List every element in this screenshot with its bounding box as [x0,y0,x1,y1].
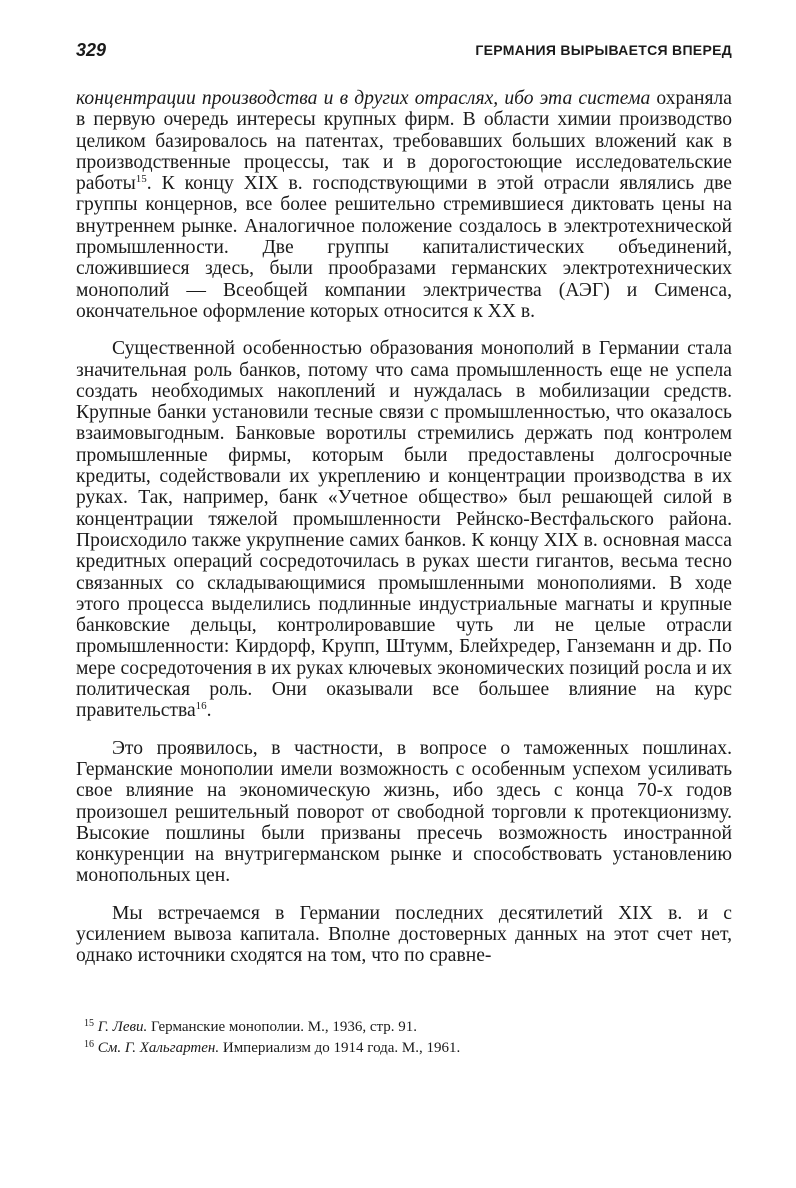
paragraph-4: Мы встречаемся в Германии последних десятилетий XIX в. и с усилением вывоза капитала. Вполне достоверных данных на этот счет нет, однако источники сходятся на том, что по сравне- [76,902,732,967]
footnote-ref-16[interactable]: 16 [195,700,207,713]
paragraph-2 [76,338,732,721]
paragraph-3: Это проявилось, в частности, в вопросе о таможенных пошлинах. Германские монополии имели возможность с особенным успехом усиливать свое влияние на экономическую жизнь, ибо здесь с конца 70-х годов произошел решительный поворот от свободной торговли к протекционизму. Высокие пошлины были призваны пресечь возможность иностранной конкуренции на внутригерманском рынке и способствовать установлению монопольных цен. [76,737,732,887]
page-number: 329 [76,40,107,60]
footnote-text: Империализм до 1914 года. М., 1961. [219,1040,461,1056]
footnotes [76,1018,732,1060]
page-header [76,38,732,62]
footnote-ref-15[interactable]: 15 [135,173,147,186]
running-title: ГЕРМАНИЯ ВЫРЫВАЕТСЯ ВПЕРЕД [475,42,732,58]
paragraph-1 [76,88,732,322]
footnote-author: Г. Леви. [97,1019,148,1035]
footnote-16 [84,1039,732,1058]
page-body [76,88,732,967]
footnote-number: 16 [84,1039,94,1050]
footnote-text: Германские монополии. М., 1936, стр. 91. [147,1019,418,1035]
paragraph-1-italic-lead: концентрации производства и в других отраслях, ибо эта система [76,88,651,109]
paragraph-1-text-a: охраняла в первую очередь интересы крупных фирм. В области химии производство целиком базировалось на патентах, требовавших больших вложений как в производственные процессы, так и в дорогостоющие исследовательские работы [76,88,732,195]
paragraph-1-text-b: . К концу XIX в. господствующими в этой отрасли являлись две группы концернов, все более решительно стремившиеся диктовать цены на внутреннем рынке. Аналогичное положение создалось в электротехнической промышленности. Две группы капиталистических объединений, сложившиеся здесь, были прообразами германских электротехнических монополий — Всеобщей компании электричества (АЭГ) и Сименса, окончательное оформление которых относится к XX в. [76,173,732,322]
paragraph-2-text-a: Существенной особенностью образования монополий в Германии стала значительная роль банков, потому что сама промышленность еще не успела создать необходимых накоплений и нуждалась в мобилизации средств. Крупные банки установили тесные связи с промышленностью, что оказалось взаимовыгодным. Банковые воротилы стремились держать под контролем промышленные фирмы, которым были предоставлены долгосрочные кредиты, содействовали их укреплению и концентрации производства в их руках. Так, например, банк «Учетное общество» был решающей силой в концентрации тяжелой промышленности Рейнско-Вестфальского района. Происходило также укрупнение самих банков. К концу XIX в. основная масса кредитных операций сосредоточилась в руках шести гигантов, весьма тесно связанных со складывающимися промышленными монополиями. В ходе этого процесса выделились подлинные индустриальные магнаты и крупные банковские дельцы, контролировавшие чуть ли не целые отрасли промышленности: Кирдорф, Крупп, Штумм, Блейхредер, Ганземанн и др. [76,338,732,658]
footnote-author: См. Г. Хальгартен. [97,1040,220,1056]
footnote-number: 15 [84,1018,94,1029]
paragraph-2-text-b: По мере сосредоточения в их руках ключевых экономических позиций росла и их политическая роль. Они оказывали все большее влияние на курс правительства [76,636,732,722]
footnote-15 [84,1018,732,1037]
paragraph-2-text-c: . [206,700,212,722]
